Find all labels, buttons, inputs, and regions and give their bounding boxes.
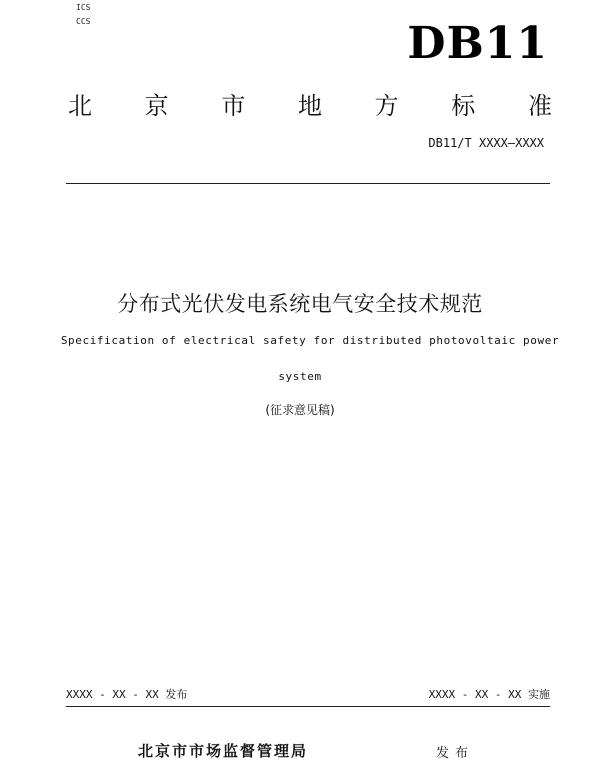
standard-type-char: 标 — [451, 92, 476, 120]
document-title-en-line1: Specification of electrical safety for distributed photovoltaic power — [60, 334, 560, 347]
standard-type-char: 方 — [374, 92, 399, 120]
implementation-date: XXXX - XX - XX 实施 — [428, 688, 550, 701]
issuing-authority: 北京市市场监督管理局 — [138, 742, 309, 760]
standard-type — [68, 86, 552, 121]
bottom-divider — [66, 706, 550, 707]
document-title-zh: 分布式光伏发电系统电气安全技术规范 — [117, 292, 483, 316]
draft-status: (征求意见稿) — [265, 403, 335, 417]
standard-type-char: 准 — [527, 92, 552, 120]
top-divider — [66, 183, 550, 184]
standard-type-char: 地 — [297, 92, 322, 120]
standard-number: DB11/T XXXX—XXXX — [428, 136, 544, 150]
standard-type-char: 京 — [144, 92, 169, 120]
ccs-code: CCS — [76, 17, 91, 26]
standard-type-char: 市 — [221, 92, 246, 120]
document-title-en-line2: system — [278, 370, 322, 383]
db11-logo: DB11 — [407, 18, 548, 69]
standard-type-char: 北 — [68, 92, 92, 120]
ics-code: ICS — [76, 3, 91, 12]
issue-date: XXXX - XX - XX 发布 — [66, 688, 188, 701]
publish-label: 发布 — [436, 746, 475, 761]
